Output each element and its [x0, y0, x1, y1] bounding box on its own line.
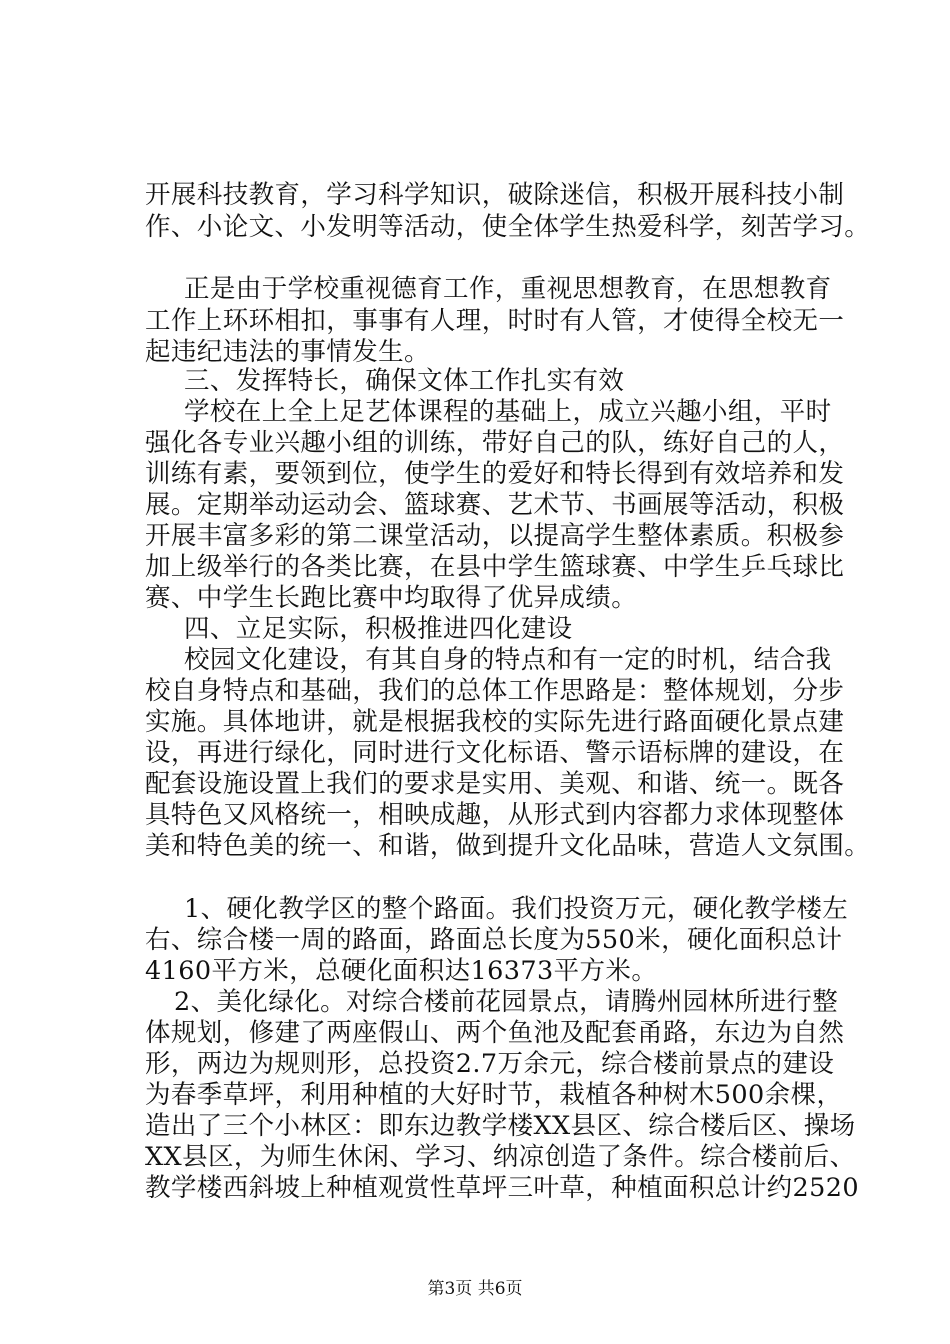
text-line: 形，两边为规则形，总投资2.7万余元，综合楼前景点的建设	[145, 1049, 835, 1079]
text-line: 开展科技教育，学习科学知识，破除迷信，积极开展科技小制	[145, 180, 845, 210]
text-line: 实施。具体地讲，就是根据我校的实际先进行路面硬化景点建	[145, 707, 845, 737]
text-line: 正是由于学校重视德育工作，重视思想教育，在思想教育	[184, 274, 832, 304]
text-line: 起违纪违法的事情发生。	[145, 337, 430, 367]
section-heading: 四、立足实际，积极推进四化建设	[184, 614, 573, 644]
text-line: 配套设施设置上我们的要求是实用、美观、和谐、统一。既各	[145, 769, 845, 799]
text-line: 4160平方米，总硬化面积达16373平方米。	[145, 956, 658, 986]
text-line: 作、小论文、小发明等活动，使全体学生热爱科学，刻苦学习。	[145, 212, 871, 242]
text-line: 校园文化建设，有其自身的特点和有一定的时机，结合我	[184, 645, 832, 675]
text-line: 美和特色美的统一、和谐，做到提升文化品味，营造人文氛围。	[145, 831, 871, 861]
section-heading: 三、发挥特长，确保文体工作扎实有效	[184, 366, 625, 396]
text-line: 展。定期举动运动会、篮球赛、艺术节、书画展等活动，积极	[145, 490, 845, 520]
text-line: 训练有素，要领到位，使学生的爱好和特长得到有效培养和发	[145, 459, 845, 489]
text-line: 教学楼西斜坡上种植观赏性草坪三叶草，种植面积总计约2520	[145, 1173, 859, 1203]
text-line: 强化各专业兴趣小组的训练，带好自己的队，练好自己的人，	[145, 428, 845, 458]
text-line: 2、美化绿化。对综合楼前花园景点，请腾州园林所进行整	[174, 987, 839, 1017]
text-line: 造出了三个小林区：即东边教学楼XX县区、综合楼后区、操场	[145, 1111, 856, 1141]
text-line: 具特色又风格统一，相映成趣，从形式到内容都力求体现整体	[145, 800, 845, 830]
text-line: 开展丰富多彩的第二课堂活动，以提高学生整体素质。积极参	[145, 521, 845, 551]
text-line: 学校在上全上足艺体课程的基础上，成立兴趣小组，平时	[184, 397, 832, 427]
text-line: 1、硬化教学区的整个路面。我们投资万元，硬化教学楼左	[184, 894, 849, 924]
text-line: XX县区，为师生休闲、学习、纳凉创造了条件。综合楼前后、	[145, 1142, 856, 1172]
text-line: 工作上环环相扣，事事有人理，时时有人管，才使得全校无一	[145, 306, 845, 336]
text-line: 赛、中学生长跑比赛中均取得了优异成绩。	[145, 583, 638, 613]
text-line: 加上级举行的各类比赛，在县中学生篮球赛、中学生乒乓球比	[145, 552, 845, 582]
page-number-footer: 第3页 共6页	[427, 1279, 523, 1299]
text-line: 校自身特点和基础，我们的总体工作思路是：整体规划，分步	[145, 676, 845, 706]
text-line: 体规划，修建了两座假山、两个鱼池及配套甬路，东边为自然	[145, 1018, 845, 1048]
text-line: 为春季草坪，利用种植的大好时节，栽植各种树木500余棵，	[145, 1080, 843, 1110]
text-line: 设，再进行绿化，同时进行文化标语、警示语标牌的建设，在	[145, 738, 845, 768]
text-line: 右、综合楼一周的路面，路面总长度为550米，硬化面积总计	[145, 925, 843, 955]
